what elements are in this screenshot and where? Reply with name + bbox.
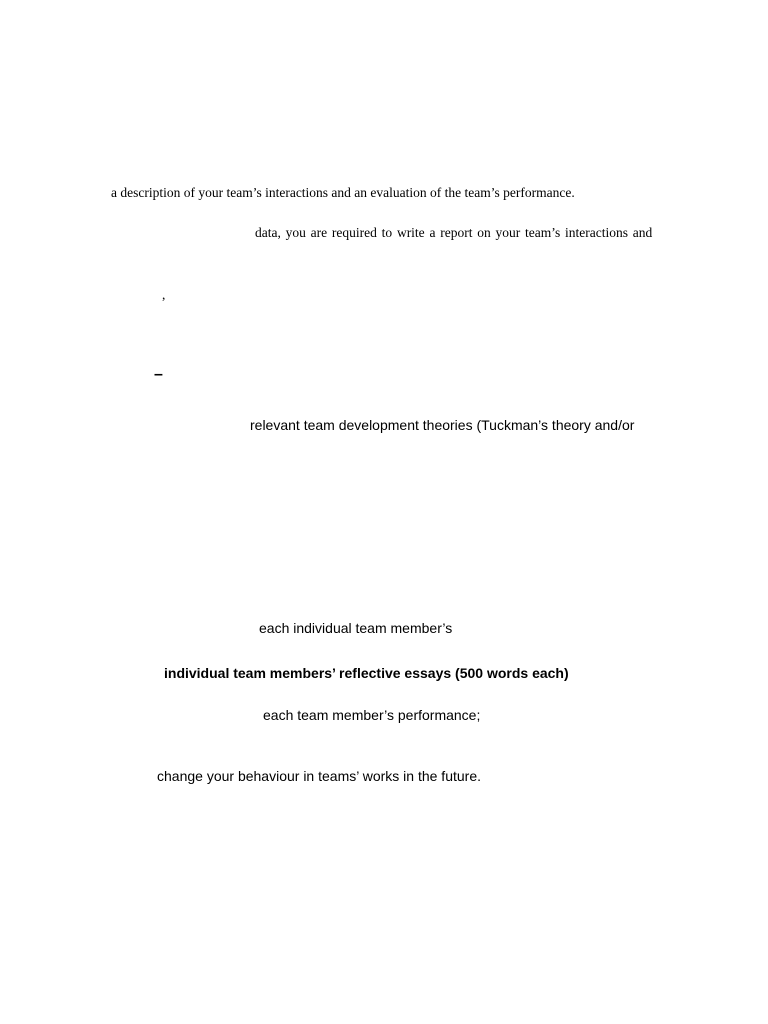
- text-line-change-behaviour: change your behaviour in teams’ works in the future.: [157, 768, 481, 784]
- text-line-description: a description of your team’s interactions and an evaluation of the team’s performance.: [111, 185, 575, 200]
- text-line-individual-member: each individual team member’s: [259, 620, 453, 636]
- text-line-reflective-essays: individual team members’ reflective essays (500 words each): [164, 665, 569, 681]
- text-line-comma: ,: [162, 287, 166, 302]
- text-line-dash: –: [154, 366, 163, 383]
- text-line-member-performance: each team member’s performance;: [263, 707, 481, 723]
- text-line-theories: relevant team development theories (Tuckman’s theory and/or: [250, 417, 635, 433]
- text-line-data-report: data, you are required to write a report on your team’s interactions and: [255, 225, 653, 240]
